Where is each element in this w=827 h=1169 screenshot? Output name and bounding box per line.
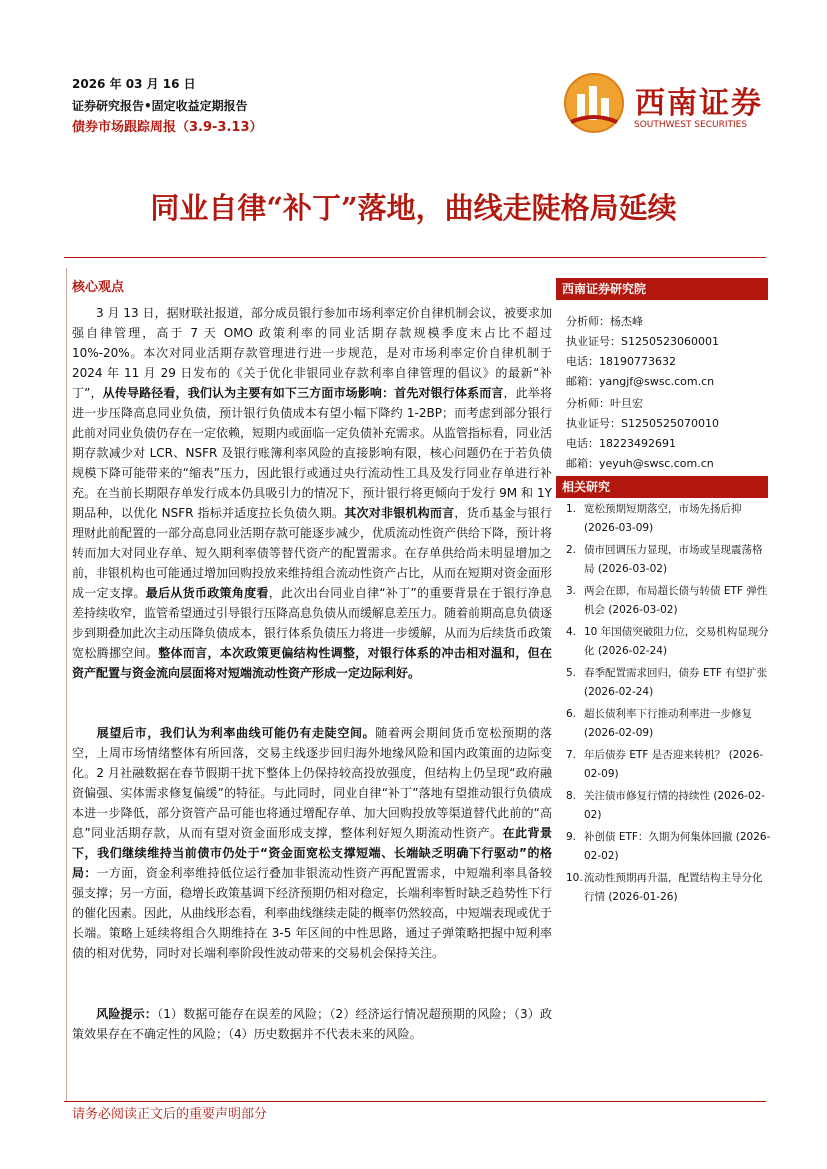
- p2-text-b: 一方面，资金利率维持低位运行叠加非银流动性资产再配置需求，中短端利率具备较强支撑；另一方面，稳增长政策基调下经济预期仍相对稳定，长端利率暂时缺乏趋势性下行的催化因素。因此，从曲线形态看，利率曲线继续走陡的概率仍然较高，中短端表现或优于长端。策略上延续将组合久期维持在 3-5 年区间的中性思路，通过子弹策略把握中短利率债的相对优势，同时对长端利率阶段性波动带来的交易机会保持关注。: [72, 866, 553, 960]
- list-item[interactable]: 6. 超长债利率下行推动利率进一步修复 (2026-02-09): [566, 708, 752, 739]
- analyst-1-phone: 电话：18190773632: [566, 355, 676, 368]
- list-item[interactable]: 4. 10 年国债突破阻力位，交易机构显现分化 (2026-02-24): [566, 626, 769, 657]
- p1-text-d: ，此次出台同业自律“补丁”的重要背景在于银行净息差持续收窄，监管希望通过引导银行压降高息负债从而缓解息差压力。随着前期高息负债逐步到期叠加此次主动压降负债成本，银行体系负债压力将进一步缓解，从而为后续货币政策宽松腾挪空间。: [72, 586, 553, 660]
- report-type: 证券研究报告•固定收益定期报告: [72, 99, 248, 113]
- logo-emblem-icon: [563, 72, 625, 134]
- p1-bold-c: 最后从货币政策角度看: [145, 586, 269, 600]
- core-viewpoint-heading: 核心观点: [72, 280, 125, 295]
- list-item[interactable]: 3. 两会在即，布局超长债与转债 ETF 弹性机会 (2026-03-02): [566, 585, 768, 616]
- p2-bold-a: 展望后市，我们认为利率曲线可能仍有走陡空间。: [96, 726, 376, 740]
- analyst-2-email[interactable]: 邮箱：yeyuh@swsc.com.cn: [566, 457, 714, 470]
- analyst-2-name: 分析师：叶旦宏: [566, 397, 643, 410]
- title-divider: [64, 257, 766, 258]
- risk-text: （1）数据可能存在误差的风险；（2）经济运行情况超预期的风险；（3）政策效果存在不确定性的风险；（4）历史数据并不代表未来的风险。: [72, 1007, 552, 1041]
- analyst-1-name: 分析师：杨杰峰: [566, 315, 643, 328]
- report-date: 2026 年 03 月 16 日: [72, 77, 196, 91]
- analyst-1: [566, 312, 719, 392]
- list-item[interactable]: 2. 债市回调压力显现，市场或呈现震荡格局 (2026-03-02): [566, 544, 763, 575]
- institute-banner: 西南证券研究院: [556, 278, 768, 300]
- analyst-1-email[interactable]: 邮箱：yangjf@swsc.com.cn: [566, 375, 715, 388]
- list-item[interactable]: 5. 春季配置需求回归，债券 ETF 有望扩张 (2026-02-24): [566, 667, 768, 698]
- report-header: [72, 73, 263, 139]
- p1-text-c: ，货币基金与银行理财此前配置的一部分高息同业活期存款可能逐步减少，优质流动性资产供给下降，预计将转而加大对同业存单、短久期利率债等替代资产的配置需求。在存单供给尚未明显增加之前，非银机构也可能通过增加回购投放来维持组合流动性资产占比，从而在短期对资金面形成一定支撑。: [72, 506, 553, 600]
- analyst-1-cert: 执业证号：S1250523060001: [566, 335, 719, 348]
- list-item[interactable]: 8. 关注债市修复行情的持续性 (2026-02-02): [566, 790, 766, 821]
- p1-text-a: 3 月 13 日，据财联社报道，部分成员银行参加市场利率定价自律机制会议，被要求加强自律管理，高于 7 天 OMO 政策利率的同业活期存款规模季度末占比不超过 10%-20%。本次对同业活期存款管理进行进一步规范，是对市场利率定价自律机制于 2024 年 11 月 29 日发布的《关于优化非银同业存款利率自律管理的倡议》的最新“补丁”，: [72, 306, 552, 400]
- list-item[interactable]: 9. 补创债 ETF：久期为何集体回撤 (2026-02-02): [566, 831, 771, 862]
- company-logo: [563, 72, 773, 134]
- p1-text-b: ，此举将进一步压降高息同业负债，预计银行负债成本有望小幅下降约 1-2BP；而考虑到部分银行此前对同业负债仍存在一定依赖，短期内或面临一定负债补充需求。从监管指标看，同业活期存款减少对 LCR、NSFR 及银行账簿利率风险的直接影响有限，核心问题仍在于若负债规模下降可能带来的“缩表”压力，因此银行或通过央行流动性工具及发行同业存单进行补充。在当前长期限存单发行成本仍具吸引力的情况下，预计银行将更倾向于发行 9M 和 1Y 期品种，以优化 NSFR 指标并适度拉长负债久期。: [72, 386, 553, 520]
- risk-warning: [72, 1004, 552, 1044]
- left-margin-line: [66, 268, 67, 1101]
- analyst-2-cert: 执业证号：S1250525070010: [566, 417, 719, 430]
- core-paragraph-1: [72, 303, 552, 683]
- p2-text-a: 随着两会期间货币宽松预期的落空，上周市场情绪整体有所回落，交易主线逐步回归海外地缘风险和国内政策面的边际变化。2 月社融数据在春节假期干扰下整体上仍保持较高投放强度，但结构上仍呈现“政府融资偏强、实体需求修复偏缓”的特征。与此同时，同业自律“补丁”落地有望推动银行负债成本进一步降低，部分资管产品可能也将通过增配存单、加大回购投放等渠道替代此前的“高息”同业活期存款，从而有望对资金面形成支撑，整体利好短久期流动性资产。: [72, 726, 552, 840]
- footer-divider: [64, 1101, 766, 1102]
- risk-label: 风险提示：: [96, 1007, 158, 1021]
- p1-bold-b: 其次对非银机构而言: [344, 506, 455, 520]
- logo-english-name: SOUTHWEST SECURITIES: [634, 120, 748, 130]
- report-series: 债券市场跟踪周报（3.9-3.13）: [72, 120, 263, 135]
- core-paragraph-2: [72, 723, 552, 963]
- list-item[interactable]: 7. 年后债券 ETF 是否迎来转机？ (2026-02-09): [566, 749, 764, 780]
- p2-bold-b: 在此背景下，我们继续维持当前债市仍处于“资金面宽松支撑短端、长端缺乏明确下行驱动”的格局：: [72, 826, 552, 880]
- related-research-banner: 相关研究: [556, 476, 768, 498]
- analyst-2-phone: 电话：18223492691: [566, 437, 676, 450]
- logo-brand-name: 西南证券: [635, 86, 763, 121]
- analyst-2: [566, 394, 719, 474]
- list-item[interactable]: 1. 宽松预期短期落空，市场先扬后抑 (2026-03-09): [566, 503, 742, 534]
- related-research-list: [566, 500, 771, 910]
- list-item[interactable]: 10. 流动性预期再升温，配置结构主导分化行情 (2026-01-26): [566, 872, 763, 903]
- footer-disclaimer: 请务必阅读正文后的重要声明部分: [72, 1107, 268, 1122]
- p1-bold-d: 整体而言，本次政策更偏结构性调整，对银行体系的冲击相对温和，但在资产配置与资金流向层面将对短端流动性资产形成一定边际利好。: [72, 646, 552, 680]
- report-title: 同业自律“补丁”落地，曲线走陡格局延续: [150, 191, 677, 225]
- p1-bold-a: 从传导路径看，我们认为主要有如下三方面市场影响：首先对银行体系而言: [102, 386, 504, 400]
